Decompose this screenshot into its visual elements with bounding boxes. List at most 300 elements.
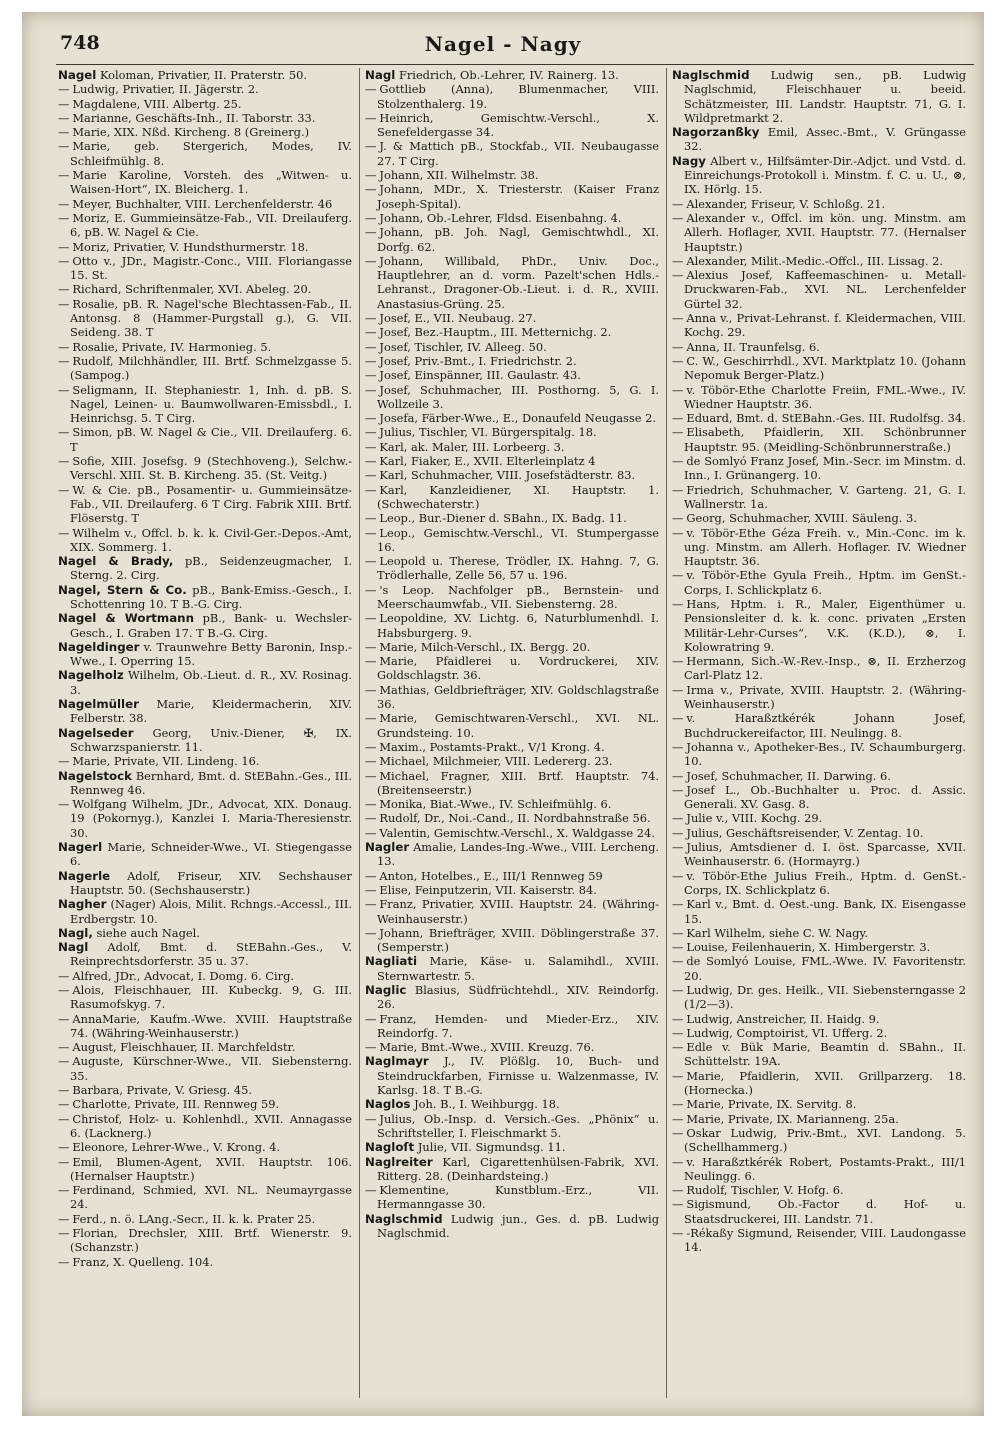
directory-entry [365, 869, 659, 883]
directory-entry [672, 711, 966, 740]
entry-details: Josef, Bez.-Hauptm., III. Metternichg. 2. [379, 325, 612, 340]
entry-details: Rosalie, Private, IV. Harmonieg. 5. [72, 339, 272, 354]
directory-entry [365, 711, 659, 740]
directory-entry [58, 1112, 352, 1141]
directory-entry [365, 311, 659, 325]
directory-entry [58, 97, 352, 111]
entry-details: Oskar Ludwig, Priv.-Bmt., XVI. Landong. 5. (Schellhammerg.) [684, 1125, 966, 1155]
continuation-dash: — [672, 454, 684, 469]
directory-entry [58, 197, 352, 211]
entry-details: Koloman, Privatier, II. Praterstr. 50. [99, 68, 307, 82]
directory-entry [365, 640, 659, 654]
continuation-dash: — [58, 239, 70, 254]
directory-entry [672, 683, 966, 712]
entry-details: de Somlyó Franz Josef, Min.-Secr. im Minstm. d. Inn., I. Grünangerg. 10. [684, 454, 966, 483]
directory-entry [58, 340, 352, 354]
entry-surname: Nagher [58, 897, 107, 912]
entry-details: Rudolf, Dr., Noi.-Cand., II. Nordbahnstraße 56. [379, 811, 651, 826]
entry-details: Louise, Feilenhauerin, X. Himbergerstr. 3. [686, 940, 931, 955]
continuation-dash: — [672, 1197, 684, 1212]
continuation-dash: — [58, 282, 70, 297]
entry-details: (Nager) Alois, Milit. Rchngs.-Accessl., III. Erdbergstr. 10. [70, 897, 353, 926]
directory-entry [58, 926, 352, 940]
entry-details: Michael, Milchmeier, VIII. Ledererg. 23. [379, 754, 613, 769]
continuation-dash: — [58, 1226, 70, 1241]
continuation-dash: — [365, 253, 377, 268]
directory-entry [58, 454, 352, 483]
continuation-dash: — [58, 1183, 70, 1198]
entry-details: Franz, X. Quelleng. 104. [72, 1254, 214, 1269]
continuation-dash: — [58, 1111, 70, 1126]
entry-details: Anton, Hotelbes., E., III/1 Rennweg 59 [379, 868, 603, 883]
continuation-dash: — [672, 311, 684, 326]
entry-details: Karl, Cigarettenhülsen-Fabrik, XVI. Ritterg. 28. (Deinhardsteing.) [377, 1154, 659, 1183]
directory-entry [58, 1097, 352, 1111]
entry-surname: Naglmayr [365, 1054, 429, 1069]
continuation-dash: — [365, 168, 377, 183]
directory-entry [58, 240, 352, 254]
directory-entry [58, 282, 352, 296]
directory-entry [58, 697, 352, 726]
entry-details: Marie, Bmt.-Wwe., XVIII. Kreuzg. 76. [379, 1040, 595, 1055]
entry-details: Magdalene, VIII. Albertg. 25. [72, 96, 242, 111]
directory-entry [365, 68, 659, 82]
entry-details: Johann, XII. Wilhelmstr. 38. [379, 168, 539, 183]
directory-entry [58, 68, 352, 82]
entry-details: C. W., Geschirrhdl., XVI. Marktplatz 10. (Johann Nepomuk Berger-Platz.) [684, 353, 966, 383]
directory-entry [365, 897, 659, 926]
continuation-dash: — [672, 782, 684, 797]
directory-entry [365, 383, 659, 412]
entry-details: Wilhelm v., Offcl. b. k. k. Civil-Ger.-Depos.-Amt, XIX. Sommerg. 1. [70, 525, 352, 554]
directory-entry [672, 411, 966, 425]
directory-entry [672, 354, 966, 383]
directory-entry [365, 454, 659, 468]
directory-entry [365, 1012, 659, 1041]
continuation-dash: — [672, 1097, 684, 1112]
directory-entry [58, 383, 352, 426]
continuation-dash: — [58, 1040, 70, 1055]
continuation-dash: — [365, 582, 377, 597]
directory-column-2 [365, 68, 659, 1240]
entry-details: Leopoldine, XV. Lichtg. 6, Naturblumenhdl. I. Habsburgerg. 9. [377, 611, 659, 640]
entry-details: Karl v., Bmt. d. Oest.-ung. Bank, IX. Eisengasse 15. [684, 897, 966, 926]
continuation-dash: — [58, 454, 70, 469]
directory-entry [365, 325, 659, 339]
entry-details: Anna v., Privat-Lehranst. f. Kleidermachen, VIII. Kochg. 29. [684, 311, 966, 340]
entry-details: Josef, Einspänner, III. Gaulastr. 43. [379, 368, 581, 383]
continuation-dash: — [58, 1083, 70, 1098]
page-header [22, 32, 984, 60]
directory-entry [58, 1040, 352, 1054]
directory-entry [58, 354, 352, 383]
entry-surname: Nagel & Brady, [58, 554, 174, 569]
continuation-dash: — [58, 1254, 70, 1269]
column-divider [359, 68, 360, 1398]
entry-details: Klementine, Kunstblum.-Erz., VII. Hermanngasse 30. [377, 1183, 659, 1212]
continuation-dash: — [365, 225, 377, 240]
entry-details: Karl, Kanzleidiener, XI. Hauptstr. 1. (Schwechaterstr.) [377, 482, 659, 511]
directory-entry [58, 797, 352, 840]
entry-details: Auguste, Kürschner-Wwe., VII. Siebensterng. 35. [70, 1054, 352, 1083]
entry-details: Leop., Gemischtw.-Verschl., VI. Stumpergasse 16. [377, 525, 659, 554]
directory-entry [365, 983, 659, 1012]
directory-entry [58, 583, 352, 612]
continuation-dash: — [672, 925, 684, 940]
continuation-dash: — [365, 525, 377, 540]
directory-entry [672, 897, 966, 926]
entry-details: Eduard, Bmt. d. StEBahn.-Ges. III. Rudolfsg. 34. [686, 411, 966, 426]
entry-details: Bernhard, Bmt. d. StEBahn.-Ges., III. Rennweg 46. [70, 768, 352, 797]
entry-details: Georg, Univ.-Diener, ✠, IX. Schwarzspanierstr. 11. [70, 725, 352, 754]
continuation-dash: — [365, 82, 377, 97]
entry-surname: Nagloſt [365, 1140, 415, 1155]
directory-entry [672, 740, 966, 769]
entry-details: Alexander v., Offcl. im kön. ung. Minstm. am Allerh. Hoflager, XVII. Hauptstr. 77. (Hernalser Hauptstr.) [684, 210, 966, 254]
directory-column-3 [672, 68, 966, 1255]
continuation-dash: — [672, 568, 684, 583]
column-divider [666, 68, 667, 1398]
continuation-dash: — [58, 968, 70, 983]
directory-entry [58, 1083, 352, 1097]
entry-details: Mathias, Geldbriefträger, XIV. Goldschlagstraße 36. [377, 682, 659, 712]
entry-details: Charlotte, Private, III. Rennweg 59. [72, 1097, 280, 1112]
entry-details: Karl, Fiaker, E., XVII. Elterleinplatz 4 [379, 454, 596, 469]
directory-entry [365, 1040, 659, 1054]
continuation-dash: — [58, 296, 70, 311]
continuation-dash: — [672, 1011, 684, 1026]
continuation-dash: — [58, 1140, 70, 1155]
continuation-dash: — [58, 983, 70, 997]
directory-entry [365, 82, 659, 111]
directory-entry [672, 526, 966, 569]
continuation-dash: — [58, 425, 70, 440]
directory-entry [365, 883, 659, 897]
directory-entry [365, 354, 659, 368]
entry-details: Ludwig, Privatier, II. Jägerstr. 2. [72, 82, 259, 97]
directory-entry [672, 811, 966, 825]
entry-details: Moriz, E. Gummieinsätze-Fab., VII. Dreilauferg. 6, pB. W. Nagel & Cie. [70, 210, 352, 240]
directory-entry [365, 411, 659, 425]
entry-surname: Nagy [672, 153, 706, 168]
entry-details: Johann, Briefträger, XVIII. Döblingerstraße 37. (Semperstr.) [377, 925, 659, 955]
entry-surname: Nagorzanßky [672, 125, 760, 140]
continuation-dash: — [58, 82, 70, 97]
continuation-dash: — [365, 325, 377, 340]
continuation-dash: — [672, 253, 684, 268]
continuation-dash: — [365, 811, 377, 826]
entry-details: Marianne, Geschäfts-Inh., II. Taborstr. 33. [72, 110, 316, 125]
directory-entry [58, 1183, 352, 1212]
directory-entry [58, 940, 352, 969]
continuation-dash: — [672, 768, 684, 783]
entry-details: Ferd., n. ö. LAng.-Secr., II. k. k. Prater 25. [72, 1211, 316, 1226]
entry-details: Georg, Schuhmacher, XVIII. Säuleng. 3. [686, 511, 917, 526]
continuation-dash: — [365, 754, 377, 769]
directory-entry [58, 111, 352, 125]
continuation-dash: — [58, 196, 70, 211]
directory-entry [58, 1054, 352, 1083]
entry-details: Otto v., JDr., Magistr.-Conc., VIII. Floriangasse 15. St. [70, 253, 352, 283]
entry-details: Julius, Geschäftsreisender, V. Zentag. 10. [686, 825, 924, 840]
continuation-dash: — [58, 125, 70, 140]
continuation-dash: — [672, 1025, 684, 1040]
entry-details: Heinrich, Gemischtw.-Verschl., X. Senefeldergasse 34. [377, 110, 659, 140]
continuation-dash: — [58, 168, 70, 183]
entry-details: Marie, Pfaidlerin, XVII. Grillparzerg. 18. (Hornecka.) [684, 1068, 966, 1098]
directory-entry [365, 797, 659, 811]
continuation-dash: — [365, 439, 377, 454]
entry-details: Adolf, Friseur, XIV. Sechshauser Hauptstr. 50. (Sechshauserstr.) [70, 868, 352, 897]
entry-details: v. Traunwehre Betty Baronin, Insp.-Wwe., I. Operring 15. [70, 639, 353, 669]
continuation-dash: — [365, 768, 377, 783]
continuation-dash: — [365, 925, 377, 940]
directory-page [22, 12, 984, 1416]
continuation-dash: — [672, 1040, 684, 1055]
directory-entry [365, 139, 659, 168]
entry-details: Friedrich, Ob.-Lehrer, IV. Rainerg. 13. [398, 68, 619, 82]
continuation-dash: — [672, 739, 684, 754]
continuation-dash: — [365, 611, 377, 626]
continuation-dash: — [672, 940, 684, 955]
directory-entry [672, 597, 966, 654]
continuation-dash: — [365, 139, 377, 154]
directory-entry [58, 1212, 352, 1226]
continuation-dash: — [672, 353, 684, 368]
directory-entry [58, 983, 352, 1012]
continuation-dash: — [365, 868, 377, 883]
continuation-dash: — [672, 596, 684, 611]
directory-entry [672, 383, 966, 412]
continuation-dash: — [672, 1125, 684, 1140]
entry-details: v. Töbör-Ethe Julius Freih., Hptm. d. GenSt.-Corps, IX. Schlickplatz 6. [684, 868, 966, 897]
entry-details: de Somlyó Louise, FML.-Wwe. IV. Favoritenstr. 20. [684, 954, 966, 983]
directory-entry [672, 940, 966, 954]
entry-details: Marie, Pfaidlerei u. Vordruckerei, XIV. Goldschlagstr. 36. [377, 654, 659, 683]
entry-surname: Nagel, Stern & Co. [58, 582, 187, 597]
entry-details: Marie, Gemischtwaren-Verschl., XVI. NL. Grundsteing. 10. [377, 711, 659, 740]
directory-entry [365, 611, 659, 640]
entry-details: Johann, pB. Joh. Nagl, Gemischtwhdl., XI. Dorfg. 62. [377, 225, 659, 254]
continuation-dash: — [672, 897, 684, 912]
continuation-dash: — [58, 210, 70, 225]
entry-details: Michael, Fragner, XIII. Brtf. Hauptstr. 74. (Breitenseerstr.) [377, 768, 659, 797]
continuation-dash: — [672, 840, 684, 855]
entry-surname: Naglos [365, 1097, 411, 1112]
continuation-dash: — [672, 425, 684, 440]
directory-entry [365, 954, 659, 983]
directory-entry [58, 726, 352, 755]
directory-entry [365, 254, 659, 311]
entry-surname: Naglic [365, 983, 407, 997]
continuation-dash: — [672, 954, 684, 969]
entry-details: Marie, Private, IX. Marianneng. 25a. [686, 1111, 899, 1126]
directory-entry [365, 840, 659, 869]
page-number: 748 [60, 32, 100, 54]
continuation-dash: — [672, 411, 684, 426]
directory-entry [365, 926, 659, 955]
entry-details: Friedrich, Schuhmacher, V. Garteng. 21, G. I. Wallnerstr. 1a. [684, 482, 966, 511]
entry-details: Amalie, Landes-Ing.-Wwe., VIII. Lercheng. 13. [377, 840, 659, 869]
continuation-dash: — [58, 139, 70, 154]
entry-details: Sofie, XIII. Josefsg. 9 (Stechhoveng.), Selchw.-Verschl. XIII. St. B. Kircheng. 35. (St. Veitg.) [70, 454, 352, 483]
directory-entry [58, 1255, 352, 1269]
entry-details: Ludwig, Comptoirist, VI. Ufferg. 2. [686, 1025, 888, 1040]
entry-details: Julie, VII. Sigmundsg. 11. [417, 1140, 566, 1155]
directory-entry [365, 211, 659, 225]
directory-entry [365, 583, 659, 612]
continuation-dash: — [672, 196, 684, 211]
directory-entry [672, 340, 966, 354]
continuation-dash: — [365, 711, 377, 726]
entry-details: August, Fleischhauer, II. Marchfeldstr. [72, 1040, 296, 1055]
entry-details: Edle v. Bük Marie, Beamtin d. SBahn., II. Schüttelstr. 19A. [684, 1040, 966, 1069]
directory-entry [365, 826, 659, 840]
entry-details: Josef, Tischler, IV. Alleeg. 50. [379, 339, 547, 354]
entry-details: Ludwig, Anstreicher, II. Haidg. 9. [686, 1011, 880, 1026]
entry-details: Karl, ak. Maler, III. Lorbeerg. 3. [379, 439, 565, 454]
directory-entry [58, 754, 352, 768]
entry-details: Rudolf, Milchhändler, III. Brtf. Schmelzgasse 5. (Sampog.) [70, 353, 352, 383]
entry-details: Leop., Bur.-Diener d. SBahn., IX. Badg. 11. [379, 511, 627, 526]
entry-surname: Nageldinger [58, 639, 140, 654]
continuation-dash: — [58, 339, 70, 354]
continuation-dash: — [365, 739, 377, 754]
directory-entry [58, 640, 352, 669]
directory-entry [672, 197, 966, 211]
entry-details: Julius, Amtsdiener d. I. öst. Sparcasse, XVII. Weinhauserstr. 6. (Hormayrg.) [684, 840, 966, 869]
directory-entry [365, 1155, 659, 1184]
directory-entry [58, 611, 352, 640]
directory-entry [58, 668, 352, 697]
entry-surname: Nagler [365, 840, 410, 855]
entry-details: Richard, Schriftenmaler, XVI. Abeleg. 20. [72, 282, 312, 297]
entry-details: Ludwig jun., Ges. d. pB. Ludwig Naglschmid. [377, 1211, 659, 1241]
directory-entry [365, 811, 659, 825]
directory-entry [672, 483, 966, 512]
continuation-dash: — [58, 1054, 70, 1069]
entry-details: Maxim., Postamts-Prakt., V/1 Krong. 4. [379, 739, 605, 754]
directory-entry [58, 254, 352, 283]
entry-details: Karl Wilhelm, siehe C. W. Nagy. [686, 925, 868, 940]
entry-details: Leopold u. Therese, Trödler, IX. Hahng. 7, G. Trödlerhalle, Zelle 56, 57 u. 196. [377, 554, 659, 583]
entry-details: Marie, Schneider-Wwe., VI. Stiegengasse 6. [70, 840, 352, 869]
continuation-dash: — [672, 382, 684, 397]
directory-entry [58, 1226, 352, 1255]
directory-entry [365, 483, 659, 512]
continuation-dash: — [365, 182, 377, 197]
continuation-dash: — [365, 882, 377, 897]
directory-entry [365, 654, 659, 683]
directory-entry [672, 68, 966, 125]
entry-details: 's Leop. Nachfolger pB., Bernstein- und Meerschaumwfab., VII. Siebensterng. 28. [377, 582, 659, 611]
entry-surname: Naglschmid [672, 68, 750, 82]
continuation-dash: — [672, 482, 684, 497]
entry-details: Johann, Willibald, PhDr., Univ. Doc., Hauptlehrer, an d. vorm. Pazelt'schen Hdls.-Lehranst., Dragoner-Ob.-Lieut. i. d. R., XVIII. Anastasius-Grüng. 25. [377, 253, 659, 311]
continuation-dash: — [365, 797, 377, 812]
continuation-dash: — [365, 639, 377, 654]
entry-details: Marie, XIX. Nßd. Kircheng. 8 (Greinerg.) [72, 125, 310, 140]
continuation-dash: — [672, 525, 684, 540]
continuation-dash: — [365, 311, 377, 326]
continuation-dash: — [58, 1097, 70, 1112]
directory-entry [672, 1026, 966, 1040]
continuation-dash: — [365, 554, 377, 569]
entry-details: Julie v., VIII. Kochg. 29. [686, 811, 823, 826]
entry-details: v. Haraßztkérék Johann Josef, Buchdruckereifactor, III. Neulingg. 8. [684, 711, 966, 740]
entry-details: Alois, Fleischhauer, III. Kubeckg. 9, G. III. Rasumofskyg. 7. [70, 983, 352, 1012]
directory-entry [58, 1012, 352, 1041]
entry-details: Johann, Ob.-Lehrer, Fldsd. Eisenbahng. 4. [379, 210, 622, 225]
entry-details: Julius, Tischler, VI. Bürgerspitalg. 18. [379, 425, 597, 440]
entry-details: Josef, Schuhmacher, II. Darwing. 6. [686, 768, 891, 783]
entry-details: Marie, Kleidermacherin, XIV. Felberstr. 38. [70, 697, 353, 726]
continuation-dash: — [672, 511, 684, 526]
entry-details: Emil, Blumen-Agent, XVII. Hauptstr. 106. (Hernalser Hauptstr.) [70, 1154, 352, 1183]
continuation-dash: — [672, 983, 684, 997]
entry-details: Ferdinand, Schmied, XVI. NL. Neumayrgasse 24. [70, 1183, 352, 1212]
entry-details: siehe auch Nagel. [96, 925, 200, 940]
entry-details: Ludwig, Dr. ges. Heilk., VII. Siebensterngasse 2 (1/2—3). [684, 983, 966, 1012]
directory-entry [58, 483, 352, 526]
continuation-dash: — [58, 525, 70, 540]
directory-entry [672, 1126, 966, 1155]
directory-entry [672, 1112, 966, 1126]
directory-entry [672, 840, 966, 869]
directory-entry [365, 754, 659, 768]
entry-details: pB., Bank-Emiss.-Gesch., I. Schottenring 10. T B.-G. Cirg. [70, 582, 352, 611]
directory-entry [672, 983, 966, 1012]
directory-entry [58, 297, 352, 340]
entry-surname: Nagl, [58, 925, 93, 940]
entry-details: Wolfgang Wilhelm, JDr., Advocat, XIX. Donaug. 19 (Pokornyg.), Kanzlei I. Maria-Theresienstr. 30. [70, 797, 352, 840]
continuation-dash: — [365, 110, 377, 125]
directory-entry [672, 1069, 966, 1098]
directory-entry [672, 125, 966, 154]
directory-entry [672, 1012, 966, 1026]
entry-details: Elise, Feinputzerin, VII. Kaiserstr. 84. [379, 882, 597, 897]
directory-entry [365, 769, 659, 798]
continuation-dash: — [672, 339, 684, 354]
entry-details: Gottlieb (Anna), Blumenmacher, VIII. Stolzenthalerg. 19. [377, 82, 659, 111]
directory-entry [672, 511, 966, 525]
directory-entry [365, 511, 659, 525]
directory-column-1 [58, 68, 352, 1269]
entry-details: Josef, Schuhmacher, III. Posthorng. 5, G. I. Wollzeile 3. [377, 382, 659, 411]
entry-details: Simon, pB. W. Nagel & Cie., VII. Dreilauferg. 6. T [70, 425, 352, 454]
entry-details: pB., Seidenzeugmacher, I. Sterng. 2. Cirg. [70, 554, 352, 583]
directory-entry [672, 1155, 966, 1184]
directory-entry [672, 425, 966, 454]
directory-entry [672, 454, 966, 483]
entry-details: Anna, II. Traunfelsg. 6. [686, 339, 820, 354]
continuation-dash: — [672, 868, 684, 883]
directory-entry [672, 869, 966, 898]
continuation-dash: — [672, 210, 684, 225]
continuation-dash: — [672, 1183, 684, 1198]
entry-surname: Nagelseder [58, 725, 134, 740]
entry-surname: Nagliati [365, 954, 418, 969]
entry-details: Josef, E., VII. Neubaug. 27. [379, 311, 537, 326]
entry-surname: Nagel [58, 68, 97, 82]
directory-entry [365, 340, 659, 354]
directory-entry [58, 769, 352, 798]
entry-surname: Nagel & Wortmann [58, 611, 194, 626]
continuation-dash: — [58, 353, 70, 368]
entry-details: Sigismund, Ob.-Factor d. Hof- u. Staatsdruckerei, III. Landstr. 71. [684, 1197, 966, 1226]
directory-entry [365, 111, 659, 140]
directory-entry [365, 1112, 659, 1141]
